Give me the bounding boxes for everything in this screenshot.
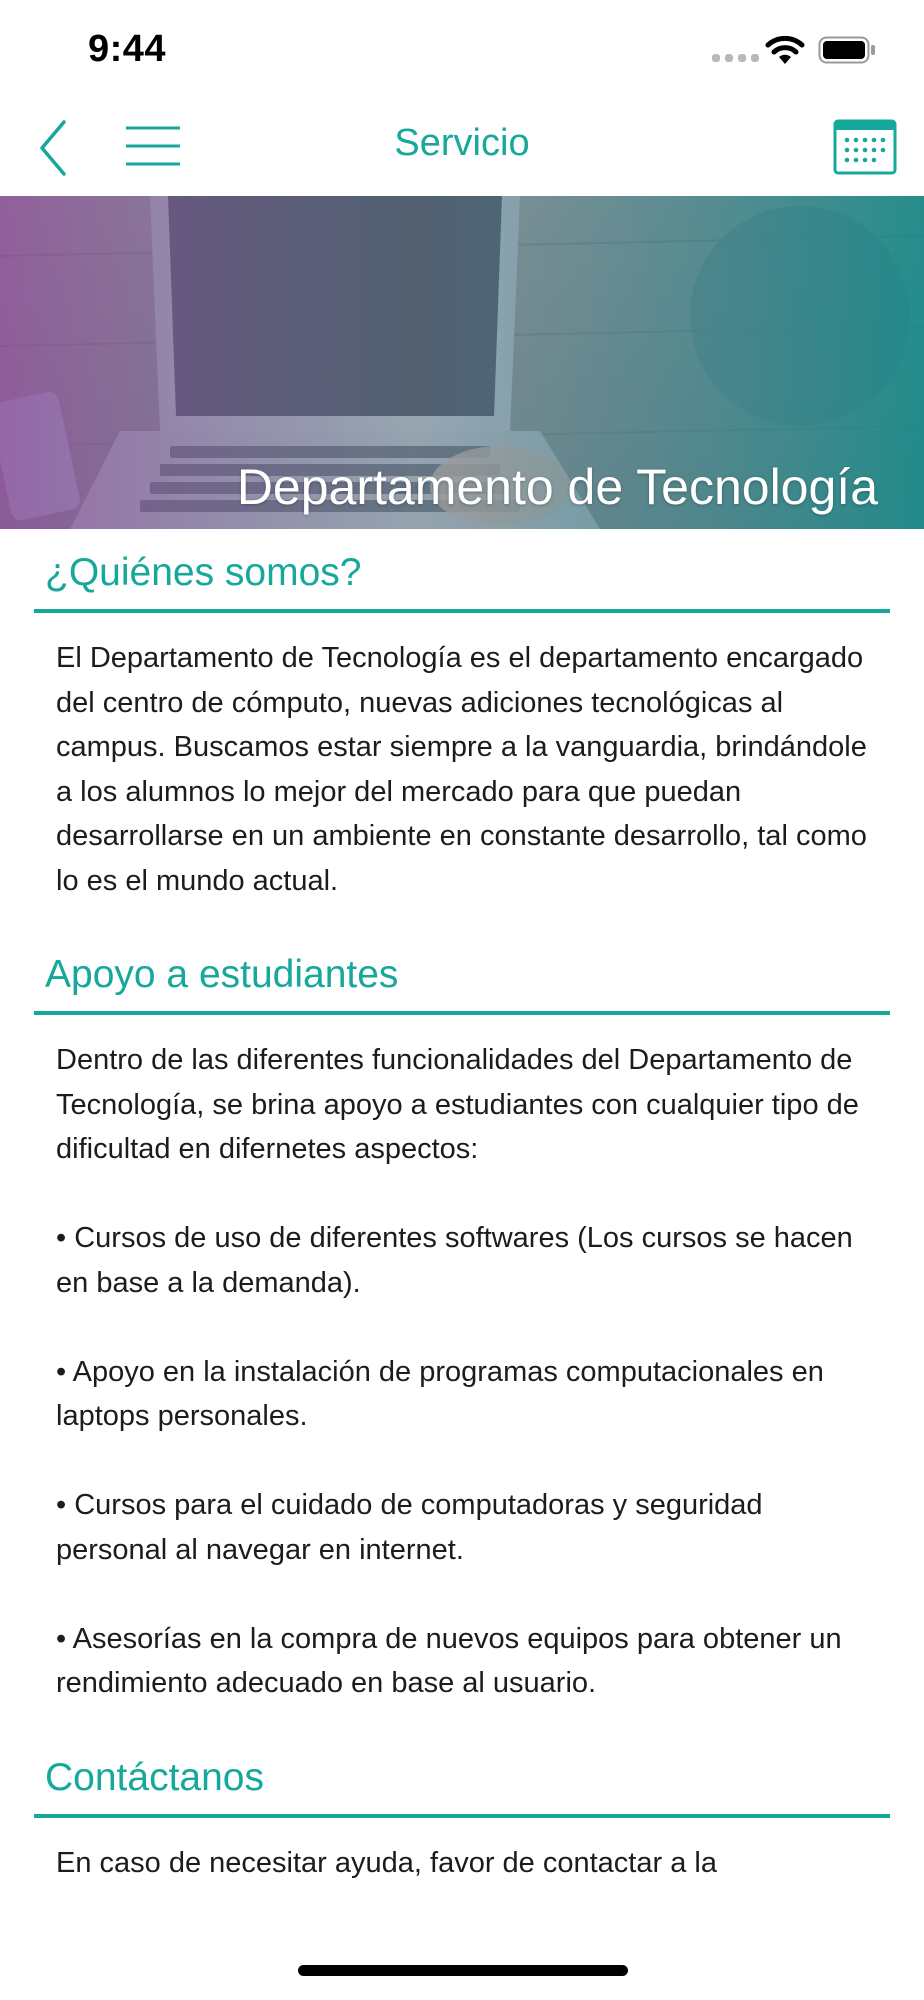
content-scroll[interactable]: [0, 529, 924, 1913]
back-button[interactable]: [28, 118, 84, 178]
section-heading: ¿Quiénes somos?: [34, 529, 890, 613]
list-item: • Apoyo en la instalación de programas computacionales en laptops personales.: [56, 1355, 824, 1432]
status-time: 9:44: [88, 28, 167, 70]
section-student-support: [0, 931, 924, 1734]
home-indicator[interactable]: [298, 1965, 628, 1976]
hero-title: Departamento de Tecnología: [236, 459, 878, 515]
section-body: [0, 1818, 924, 1914]
bottom-safe-area: [0, 1920, 924, 2000]
section-heading: Apoyo a estudiantes: [34, 931, 890, 1015]
paragraph: En caso de necesitar ayuda, favor de contactar a la: [56, 1846, 717, 1879]
section-body: [0, 613, 924, 931]
status-bar: [0, 0, 924, 100]
calendar-icon: [832, 116, 898, 176]
nav-bar: [0, 100, 924, 196]
section-heading: Contáctanos: [34, 1734, 890, 1818]
battery-icon: [818, 36, 876, 64]
nav-title: Servicio: [394, 122, 530, 164]
paragraph: El Departamento de Tecnología es el departamento encargado del centro de cómputo, nuevas adiciones tecnológicas al campus. Buscamos estar siempre a la vanguardia, brindándole a los alumnos lo mejor del mercado para que puedan desarrollarse en un ambiente en constante desarrollo, tal como lo es el mundo actual.: [56, 642, 867, 897]
menu-button[interactable]: [122, 122, 182, 174]
paragraph: Dentro de las diferentes funcionalidades del Departamento de Tecnología, se brina apoyo a estudiantes con cualquier tipo de dificultad en difernetes aspectos:: [56, 1044, 859, 1165]
list-item: • Cursos de uso de diferentes softwares (Los cursos se hacen en base a la demanda).: [56, 1222, 853, 1299]
list-item: • Asesorías en la compra de nuevos equipos para obtener un rendimiento adecuado en base al usuario.: [56, 1622, 842, 1699]
section-body: [0, 1015, 924, 1734]
hamburger-menu-icon: [122, 122, 182, 174]
section-contact: [0, 1734, 924, 1914]
list-item: • Cursos para el cuidado de computadoras y seguridad personal al navegar en internet.: [56, 1489, 763, 1566]
section-about: [0, 529, 924, 931]
calendar-button[interactable]: [832, 116, 898, 176]
chevron-left-icon: [28, 118, 84, 178]
cellular-signal-icon: [712, 54, 759, 62]
wifi-icon: [764, 34, 806, 66]
hero-banner: [0, 196, 924, 529]
